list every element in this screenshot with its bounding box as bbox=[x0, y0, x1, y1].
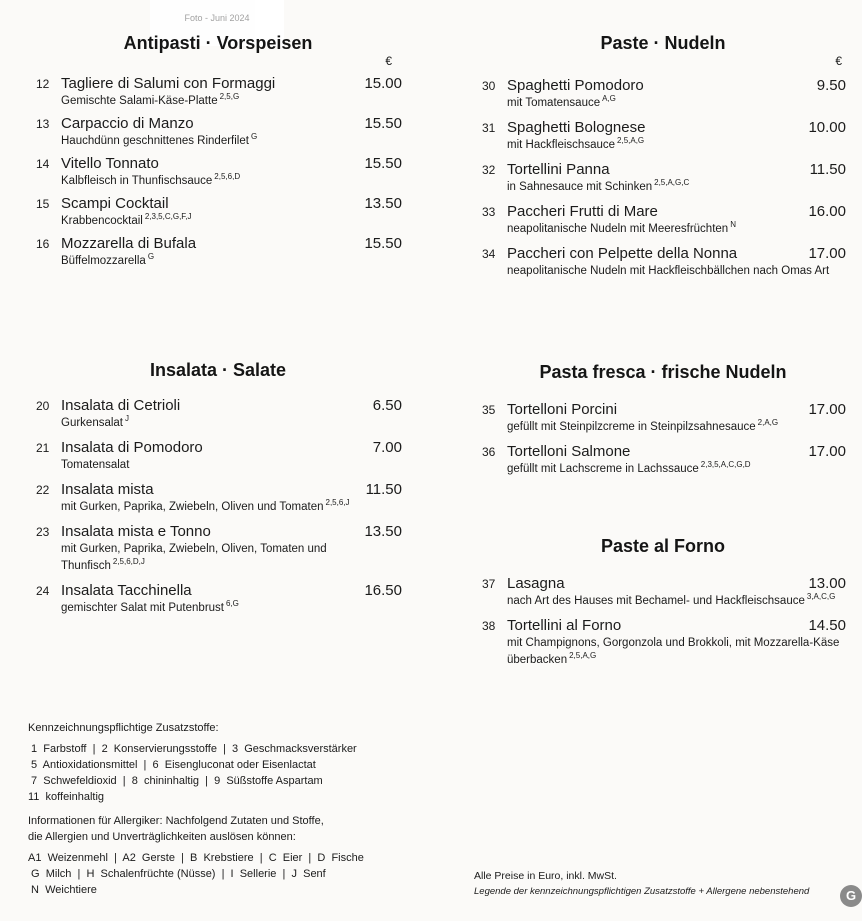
item-number: 16 bbox=[36, 237, 50, 251]
item-price: 15.50 bbox=[364, 155, 402, 172]
item-name: Paccheri Frutti di Mare bbox=[507, 203, 658, 220]
menu-list bbox=[474, 76, 852, 280]
item-number: 23 bbox=[36, 525, 50, 539]
item-description-text: Kalbfleisch in Thunfischsauce bbox=[61, 175, 213, 187]
item-description-text: mit Hackfleischsauce bbox=[507, 139, 616, 151]
item-number: 12 bbox=[36, 77, 50, 91]
additives-line: 1 Farbstoff | 2 Konservierungsstoffe | 3 Geschmacksverstärker bbox=[28, 743, 357, 755]
item-description bbox=[61, 173, 408, 190]
item-name: Paccheri con Pelpette della Nonna bbox=[507, 245, 738, 262]
menu-list bbox=[474, 574, 852, 669]
allergy-title: die Allergien und Unverträglichkeiten auslösen können: bbox=[28, 831, 296, 843]
item-description-text: gefüllt mit Steinpilzcreme in Steinpilzsahnesauce bbox=[507, 421, 756, 433]
item-number: 15 bbox=[36, 197, 50, 211]
item-price: 11.50 bbox=[809, 161, 846, 178]
item-price: 15.00 bbox=[364, 75, 402, 92]
item-name: Tortelloni Salmone bbox=[507, 443, 631, 460]
item-description bbox=[507, 95, 852, 112]
allergen-codes: N bbox=[730, 220, 736, 230]
item-description-text: Büffelmozzarella bbox=[61, 255, 146, 267]
menu-item bbox=[474, 574, 852, 610]
item-price: 14.50 bbox=[808, 617, 846, 634]
item-description bbox=[507, 221, 852, 238]
item-name: Insalata di Pomodoro bbox=[61, 439, 203, 456]
item-price: 11.50 bbox=[365, 481, 402, 498]
footer-note bbox=[474, 868, 809, 900]
item-name: Spaghetti Pomodoro bbox=[507, 77, 644, 94]
allergy-title: Informationen für Allergiker: Nachfolgend Zutaten und Stoffe, bbox=[28, 815, 324, 827]
item-number: 31 bbox=[482, 121, 496, 135]
menu-item bbox=[28, 74, 408, 110]
allergen-codes: 2,5,A,G bbox=[617, 136, 645, 146]
item-name: Insalata mista e Tonno bbox=[61, 523, 211, 540]
item-number: 30 bbox=[482, 79, 496, 93]
item-price: 17.00 bbox=[808, 245, 846, 262]
item-price: 13.50 bbox=[364, 195, 402, 212]
item-description-text: gefüllt mit Lachscreme in Lachssauce bbox=[507, 463, 699, 475]
insalata-section bbox=[28, 360, 408, 650]
google-logo-icon: G bbox=[840, 885, 862, 907]
menu-item bbox=[28, 194, 408, 230]
item-description bbox=[61, 499, 408, 516]
additives-line: 11 koffeinhaltig bbox=[28, 791, 105, 803]
item-price: 15.50 bbox=[364, 235, 402, 252]
additives-line: 7 Schwefeldioxid | 8 chininhaltig | 9 Süßstoffe Aspartam bbox=[28, 775, 323, 787]
item-description-text: in Sahnesauce mit Schinken bbox=[507, 181, 653, 193]
item-price: 17.00 bbox=[808, 401, 846, 418]
menu-item bbox=[474, 400, 852, 436]
menu-item bbox=[474, 202, 852, 238]
item-name: Insalata Tacchinella bbox=[61, 582, 192, 599]
item-description bbox=[507, 179, 852, 196]
item-description-text: Gemischte Salami-Käse-Platte bbox=[61, 95, 218, 107]
menu-item bbox=[28, 234, 408, 270]
allergy-line: A1 Weizenmehl | A2 Gerste | B Krebstiere | C Eier | D Fische bbox=[28, 852, 364, 864]
allergen-codes: 2,5,G bbox=[219, 92, 240, 102]
item-price: 7.00 bbox=[372, 439, 402, 456]
item-description bbox=[61, 253, 408, 270]
price-note: Alle Preise in Euro, inkl. MwSt. bbox=[474, 870, 617, 882]
section-title: Paste · Nudeln bbox=[600, 33, 726, 53]
allergy-line: G Milch | H Schalenfrüchte (Nüsse) | I Sellerie | J Senf bbox=[28, 868, 326, 880]
item-description bbox=[507, 593, 852, 610]
pasta-fresca-section bbox=[474, 362, 852, 492]
menu-item bbox=[28, 438, 408, 474]
additives-line: 5 Antioxidationsmittel | 6 Eisengluconat oder Eisenlactat bbox=[28, 759, 316, 771]
additives-allergens-legend bbox=[28, 720, 428, 906]
item-name: Tortelloni Porcini bbox=[507, 401, 618, 418]
allergen-codes: J bbox=[125, 414, 130, 424]
allergen-codes: A,G bbox=[602, 94, 616, 104]
item-name: Vitello Tonnato bbox=[61, 155, 159, 172]
allergen-codes: G bbox=[147, 252, 155, 262]
allergen-codes: 2,5,A,G,C bbox=[654, 178, 690, 188]
paste-section bbox=[474, 30, 852, 320]
allergen-codes: 2,A,G bbox=[757, 418, 779, 428]
item-price: 13.00 bbox=[808, 575, 846, 592]
item-description-text: Hauchdünn geschnittenes Rinderfilet bbox=[61, 135, 249, 147]
item-description-text: Tomatensalat bbox=[61, 459, 130, 471]
item-description bbox=[61, 600, 408, 617]
item-price: 16.00 bbox=[808, 203, 846, 220]
section-title: Paste al Forno bbox=[600, 536, 726, 556]
menu-item bbox=[28, 396, 408, 432]
item-name: Tortellini Panna bbox=[507, 161, 610, 178]
item-description bbox=[507, 137, 852, 154]
allergen-codes: 2,5,A,G bbox=[569, 651, 597, 661]
item-description-text: mit Gurken, Paprika, Zwiebeln, Oliven und Tomaten bbox=[61, 501, 324, 513]
item-number: 21 bbox=[36, 441, 50, 455]
currency-label: € bbox=[385, 54, 392, 68]
allergen-codes: 2,3,5,C,G,F,J bbox=[144, 212, 192, 222]
item-number: 37 bbox=[482, 577, 496, 591]
currency-label: € bbox=[835, 54, 842, 68]
item-name: Insalata di Cetrioli bbox=[61, 397, 181, 414]
item-description bbox=[507, 263, 852, 280]
item-number: 13 bbox=[36, 117, 50, 131]
item-price: 6.50 bbox=[372, 397, 402, 414]
allergy-block bbox=[28, 813, 428, 898]
item-number: 35 bbox=[482, 403, 496, 417]
item-description bbox=[61, 415, 408, 432]
item-description-text: mit Champignons, Gorgonzola und Brokkoli, mit Mozzarella-Käse überbacken bbox=[507, 637, 840, 666]
menu-item bbox=[28, 114, 408, 150]
menu-item bbox=[474, 442, 852, 478]
legend-note: Legende der kennzeichnungspflichtigen Zusatzstoffe + Allergene nebenstehend bbox=[474, 886, 810, 897]
allergen-codes: 2,5,6,J bbox=[325, 498, 350, 508]
item-name: Tortellini al Forno bbox=[507, 617, 622, 634]
item-number: 20 bbox=[36, 399, 50, 413]
section-title: Pasta fresca · frische Nudeln bbox=[539, 362, 787, 382]
item-price: 17.00 bbox=[808, 443, 846, 460]
menu-item bbox=[474, 118, 852, 154]
allergen-codes: 6,G bbox=[226, 599, 239, 609]
section-title: Antipasti · Vorspeisen bbox=[123, 33, 313, 53]
antipasti-section bbox=[28, 30, 408, 290]
menu-list bbox=[28, 74, 408, 270]
allergen-codes: G bbox=[250, 132, 258, 142]
item-number: 24 bbox=[36, 584, 50, 598]
forno-section bbox=[474, 536, 852, 706]
menu-item bbox=[474, 616, 852, 669]
allergen-codes: 3,A,C,G bbox=[806, 592, 836, 602]
menu-item bbox=[28, 154, 408, 190]
menu-list bbox=[474, 400, 852, 478]
item-price: 9.50 bbox=[816, 77, 846, 94]
allergen-codes: 2,3,5,A,C,G,D bbox=[700, 460, 751, 470]
item-description bbox=[61, 133, 408, 150]
item-number: 14 bbox=[36, 157, 50, 171]
menu-item bbox=[474, 76, 852, 112]
item-number: 22 bbox=[36, 483, 50, 497]
item-name: Spaghetti Bolognese bbox=[507, 119, 646, 136]
menu-item bbox=[474, 160, 852, 196]
item-name: Mozzarella di Bufala bbox=[61, 235, 197, 252]
item-number: 36 bbox=[482, 445, 496, 459]
item-number: 38 bbox=[482, 619, 496, 633]
item-description-text: neapolitanische Nudeln mit Meeresfrüchten bbox=[507, 223, 729, 235]
item-description-text: mit Tomatensauce bbox=[507, 97, 601, 109]
item-description-text: Gurkensalat bbox=[61, 417, 124, 429]
allergen-codes: 2,5,6,D bbox=[214, 172, 241, 182]
item-number: 34 bbox=[482, 247, 496, 261]
menu-item bbox=[474, 244, 852, 280]
item-description bbox=[507, 635, 852, 669]
item-description-text: Krabbencocktail bbox=[61, 215, 143, 227]
photo-date-label: Foto - Juni 2024 bbox=[150, 0, 284, 46]
menu-item bbox=[28, 581, 408, 617]
section-title: Insalata · Salate bbox=[149, 360, 287, 380]
allergen-codes: 2,5,6,D,J bbox=[112, 557, 145, 567]
additives-title: Kennzeichnungspflichtige Zusatzstoffe: bbox=[28, 722, 219, 734]
menu-item bbox=[28, 480, 408, 516]
item-description bbox=[61, 457, 408, 474]
item-number: 32 bbox=[482, 163, 496, 177]
item-description-text: gemischter Salat mit Putenbrust bbox=[61, 602, 224, 614]
item-description bbox=[61, 213, 408, 230]
item-description bbox=[61, 541, 408, 575]
item-name: Scampi Cocktail bbox=[61, 195, 169, 212]
item-description-text: nach Art des Hauses mit Bechamel- und Hackfleischsauce bbox=[507, 595, 805, 607]
item-name: Lasagna bbox=[507, 575, 565, 592]
item-description bbox=[61, 93, 408, 110]
item-price: 13.50 bbox=[364, 523, 402, 540]
menu-item bbox=[28, 522, 408, 575]
item-description bbox=[507, 419, 852, 436]
item-name: Carpaccio di Manzo bbox=[61, 115, 194, 132]
additives-block bbox=[28, 720, 428, 805]
item-name: Insalata mista bbox=[61, 481, 154, 498]
item-description bbox=[507, 461, 852, 478]
item-price: 15.50 bbox=[364, 115, 402, 132]
menu-list bbox=[28, 396, 408, 617]
item-description-text: neapolitanische Nudeln mit Hackfleischbällchen nach Omas Art bbox=[507, 265, 830, 277]
item-price: 10.00 bbox=[808, 119, 846, 136]
item-price: 16.50 bbox=[364, 582, 402, 599]
item-number: 33 bbox=[482, 205, 496, 219]
item-name: Tagliere di Salumi con Formaggi bbox=[61, 75, 276, 92]
allergy-line: N Weichtiere bbox=[28, 884, 97, 896]
item-description-text: mit Gurken, Paprika, Zwiebeln, Oliven, Tomaten und Thunfisch bbox=[61, 543, 327, 572]
